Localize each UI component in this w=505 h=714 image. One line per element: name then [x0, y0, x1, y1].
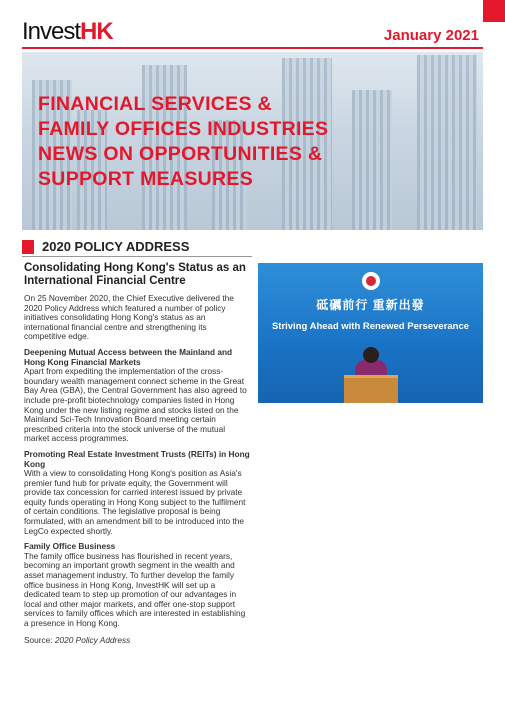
article-column: [24, 262, 250, 645]
corner-accent-block: [483, 0, 505, 22]
photo-english-caption: Striving Ahead with Renewed Perseverance: [271, 321, 470, 332]
article-text: The family office business has flourished in recent years, becoming an important growth segment in the wealth and asset management industry. To further develop the family office business in Hong Kong, InvestHK will set up a dedicated team to step up promotion of our advantages in local and other major markets, and offer one-stop support services to family offices which are interested in establishing a presence in Hong Kong.: [24, 550, 246, 628]
source-name: 2020 Policy Address: [54, 634, 131, 645]
section-marker-icon: [22, 240, 34, 254]
article-title: Consolidating Hong Kong's Status as an International Financial Centre: [24, 262, 246, 287]
article-text: With a view to consolidating Hong Kong's position as Asia's premier fund hub for private equity, the Government will provide tax concession for carried interest issued by private equity funds operating in Hong Kong subject to the fulfilment of certain conditions. The legislative proposal is being formulated, with an amendment bill to be introduced into the LegCo expected shortly.: [24, 468, 246, 536]
article-block: [24, 542, 250, 628]
banner-title: [38, 92, 398, 192]
article-text: Apart from expediting the implementation of the cross-boundary wealth management connect scheme in the Great Bay Area (GBA), the Central Government has also agreed to include pre-profit biotechnology companies listed in Hong Kong under the new listing regime and stocks listed on the Mainland Sci-Tech Innovation Board meeting certain prescribed criteria into the stock universe of the mutual market access programmes.: [24, 366, 247, 444]
banner-title-line: FAMILY OFFICES INDUSTRIES: [38, 118, 329, 140]
photo-chinese-caption: 砥礪前行 重新出發: [316, 298, 425, 312]
issue-date: January 2021: [383, 27, 479, 44]
hksar-emblem-icon: [362, 272, 380, 290]
banner-title-line: FINANCIAL SERVICES &: [38, 93, 272, 115]
banner-image: [22, 52, 483, 230]
policy-address-photo: [258, 263, 483, 403]
article-source: [24, 635, 250, 645]
section-heading-text: 2020 POLICY ADDRESS: [42, 239, 190, 254]
podium: [344, 375, 398, 403]
article-subhead: Promoting Real Estate Investment Trusts (REITs) in Hong Kong: [24, 448, 250, 469]
logo-hk-text: HK: [80, 18, 113, 45]
banner-title-line: NEWS ON OPPORTUNITIES &: [38, 143, 323, 165]
article-intro: On 25 November 2020, the Chief Executive delivered the 2020 Policy Address which featured a number of policy initiatives consolidating Hong Kong's status as an international financial centre and strengthening its competitive edge.: [24, 293, 234, 342]
header-divider: [22, 47, 483, 49]
article-subhead: Family Office Business: [24, 541, 116, 552]
section-heading: [22, 238, 252, 257]
banner-title-line: SUPPORT MEASURES: [38, 168, 253, 190]
logo-invest-text: Invest: [22, 18, 81, 45]
speaker-head: [363, 347, 379, 363]
skyscraper-shape: [417, 55, 477, 230]
investhk-logo: [22, 20, 113, 44]
article-block: [24, 348, 250, 444]
article-subhead: Deepening Mutual Access between the Mainland and Hong Kong Financial Markets: [24, 346, 233, 367]
article-block: [24, 450, 250, 536]
source-label: Source:: [24, 634, 55, 645]
